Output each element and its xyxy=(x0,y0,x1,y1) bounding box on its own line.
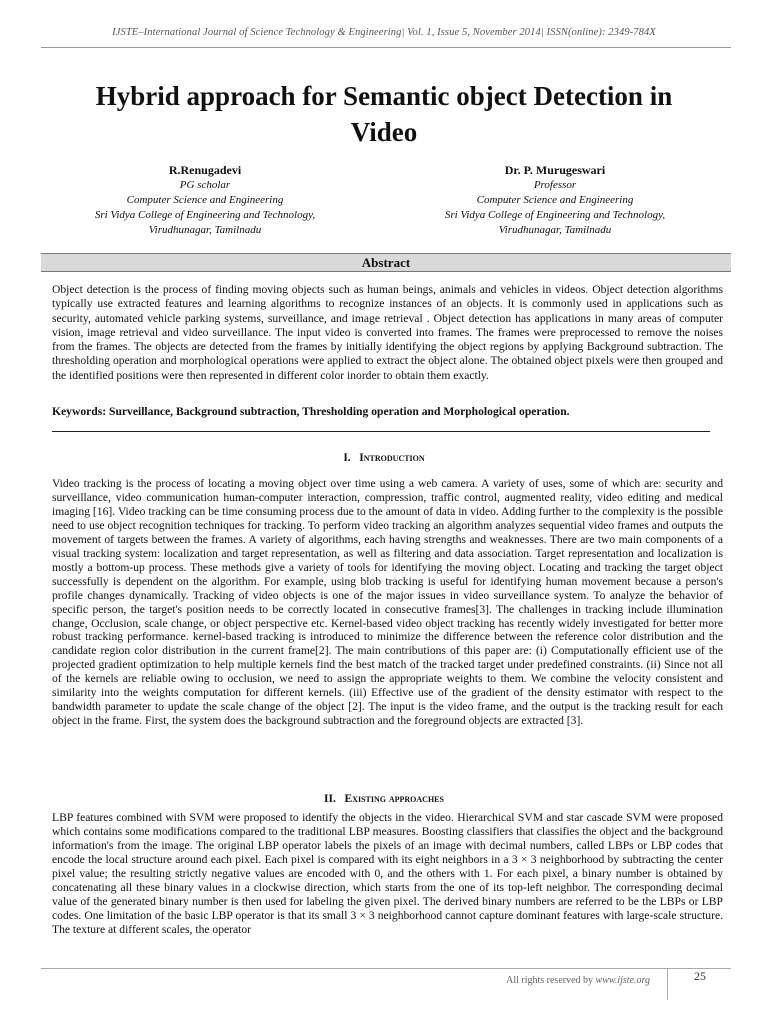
author-role: Professor xyxy=(533,179,577,191)
header-rule xyxy=(41,47,731,48)
author-name: Dr. P. Murugeswari xyxy=(504,163,606,177)
author-block-1 xyxy=(60,163,350,238)
site-link[interactable]: www.ijste.org xyxy=(595,975,650,986)
author-department: Computer Science and Engineering xyxy=(126,194,284,206)
author-institution: Sri Vidya College of Engineering and Technology, xyxy=(94,209,316,221)
paper-title: Hybrid approach for Semantic object Detection in Video xyxy=(95,81,673,147)
abstract-heading: Abstract xyxy=(41,253,731,272)
author-location: Virudhunagar, Tamilnadu xyxy=(498,224,612,236)
keywords: Keywords: Surveillance, Background subtraction, Thresholding operation and Morphological operation. xyxy=(52,405,570,418)
rights-text: All rights reserved by xyxy=(506,975,594,986)
author-location: Virudhunagar, Tamilnadu xyxy=(148,224,262,236)
footer-divider xyxy=(667,968,668,1000)
footer-rights xyxy=(455,975,650,986)
section-title: Existing approaches xyxy=(344,793,444,805)
section-heading-existing-approaches xyxy=(0,792,768,806)
author-role: PG scholar xyxy=(179,179,231,191)
section-number: II. xyxy=(324,793,336,805)
existing-approaches-text: LBP features combined with SVM were proposed to identify the objects in the video. Hierarchical SVM and star cascade SVM were proposed which contains some modifications compared to the traditional LBP measures. Boosting classifiers that classifies the object and the background information's from the image. The original LBP operator labels the pixels of an image with decimal numbers, called LBPs or LBP codes that encode the local structure around each pixel. Each pixel is compared with its eight neighbors in a 3 × 3 neighborhood by subtracting the center pixel value; the resulting strictly negative values are encoded with 0, and the others with 1. For each pixel, a binary number is obtained by concatenating all these binary values in a clockwise direction, which starts from the one of its top-left neighbor. The corresponding decimal value of the generated binary number is then used for labeling the given pixel. The derived binary numbers are referred to be the LBPs or LBP codes. One limitation of the basic LBP operator is that its small 3 × 3 neighborhood cannot capture dominant features with large-scale structure. The texture at different scales, the operator xyxy=(52,811,723,936)
page-number: 25 xyxy=(694,969,706,983)
footer-rule xyxy=(41,968,731,969)
author-department: Computer Science and Engineering xyxy=(476,194,634,206)
abstract-text: Object detection is the process of finding moving objects such as human beings, animals and vehicles in videos. Object detection algorithms typically use extracted features and learning algorithms to recognize instances of an objects. It is commonly used in applications such as security, automated vehicle parking systems, surveillance, and image retrieval . Object detection has applications in many areas of computer vision, image retrieval and video surveillance. The input video is converted into frames. The frames were preprocessed to remove the noises from the frames. The objects are detected from the frames by initially identifying the object regions by applying Background subtraction. The thresholding operation and morphological operations were applied to extract the object alone. The obtained object pixels were then grouped and the identified positions were then represented in different color inorder to obtain them exactly. xyxy=(52,283,723,382)
section-title: Introduction xyxy=(359,452,425,464)
section-heading-introduction xyxy=(0,451,768,465)
author-name: R.Renugadevi xyxy=(168,163,242,177)
author-institution: Sri Vidya College of Engineering and Technology, xyxy=(444,209,666,221)
abstract-divider xyxy=(52,431,710,432)
introduction-text: Video tracking is the process of locating a moving object over time using a web camera. A variety of uses, some of which are: security and surveillance, video communication human-computer interaction, compression, traffic control, augmented reality, video editing and medical imaging [16]. Video tracking can be time consuming process due to the amount of data in video. Adding further to the complexity is the possible need to use object recognition techniques for tracking. To perform video tracking an algorithm analyzes sequential video frames and outputs the movement of targets between the frames. A variety of algorithms, each having strengths and weaknesses. There are two main components of a visual tracking system: localization and target representation, as well as filtering and data association. Target representation and localization is mostly a bottom-up process. These methods give a variety of tools for identifying the moving object. Locating and tracking the target object successfully is dependent on the algorithm. For example, using blob tracking is useful for identifying human movement because a person's profile changes dynamically. Tracking of video objects is one of the major issues in video surveillance system. To analyze the behavior of specific person, the target's position needs to be correctly located in consecutive frames[3]. The challenges in tracking include illumination change, Occlusion, scale change, or object perspective etc. Kernel-based video object tracking has recently widely investigated for better more robust tracking performance. kernel-based tracking is introduced to minimize the difference between the reference color distribution and the candidate region color distribution in the current frame[2]. The main contributions of this paper are: (i) Computationally efficient use of the projected gradient optimization to help multiple kernels find the best match of the tracked target under predefined constraints. (ii) Since not all of the kernels are reliable owing to occlusion, we need to assign the appropriate weights to them. We combine the velocity consistent and similarity into the weights computation for different kernels. (iii) Effective use of the gradient of the density estimator with respect to the bandwidth parameter to update the scale change of the object [2]. The input is the video frame, and the output is the tracking result for each object in the frame. First, the system does the background subtraction and the foreground objects are extracted [3]. xyxy=(52,477,723,728)
section-number: I. xyxy=(343,452,351,464)
author-block-2 xyxy=(410,163,700,238)
journal-header: IJSTE–International Journal of Science Technology & Engineering| Vol. 1, Issue 5, November 2014| ISSN(online): 2349-784X xyxy=(112,27,656,38)
